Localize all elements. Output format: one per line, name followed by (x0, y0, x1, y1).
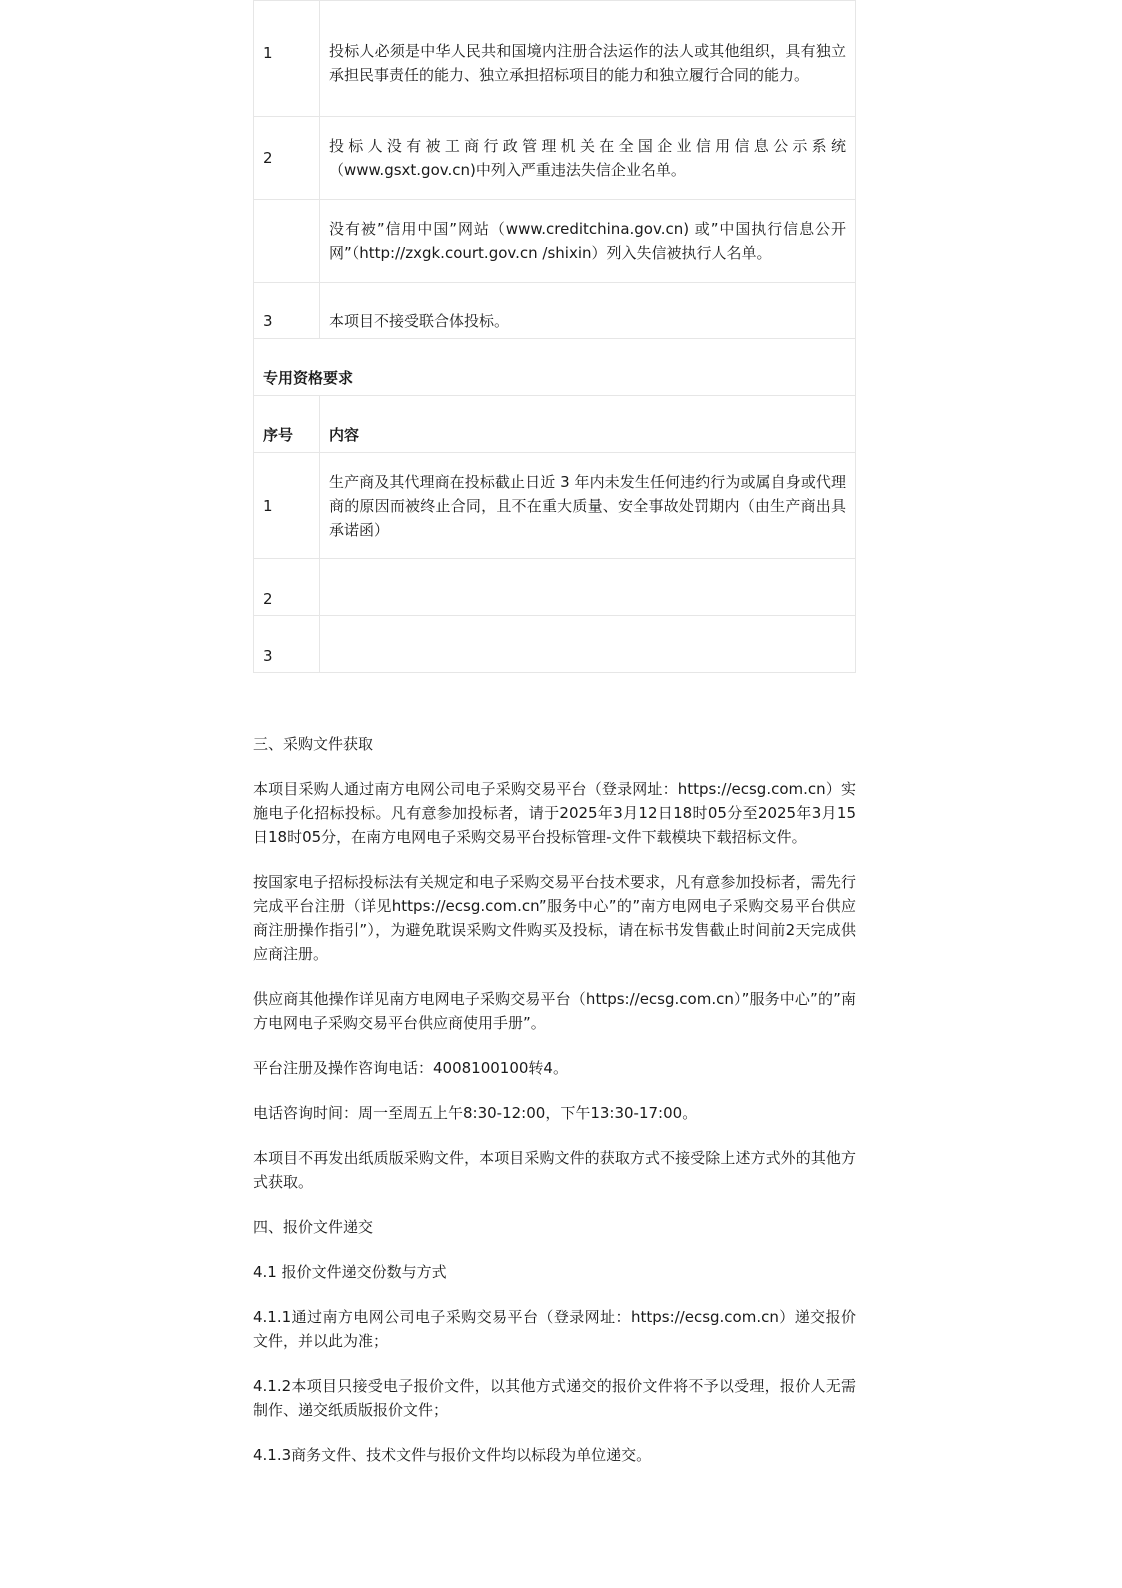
paragraph: 4.1.3商务文件、技术文件与报价文件均以标段为单位递交。 (253, 1446, 652, 1464)
special-section-title: 专用资格要求 (254, 339, 856, 396)
table-row (254, 200, 856, 283)
paragraph: 按国家电子招标投标法有关规定和电子采购交易平台技术要求，凡有意参加投标者，需先行完成平台注册（详见https://ecsg.com.cn”服务中心”的”南方电网电子采购交易平台供应商注册操作指引”），为避免耽误采购文件购买及投标，请在标书发售截止时间前2天完成供应商注册。 (253, 873, 856, 963)
paragraph: 平台注册及操作咨询电话：4008100100转4。 (253, 1059, 568, 1077)
row-number: 3 (254, 616, 320, 673)
row-number: 2 (254, 559, 320, 616)
paragraph: 4.1.2本项目只接受电子报价文件，以其他方式递交的报价文件将不予以受理，报价人无需制作、递交纸质版报价文件； (253, 1377, 856, 1419)
row-content: 投标人没有被工商行政管理机关在全国企业信用信息公示系统（www.gsxt.gov.cn)中列入严重违法失信企业名单。 (320, 117, 856, 200)
row-content: 生产商及其代理商在投标截止日近 3 年内未发生任何违约行为或属自身或代理商的原因而被终止合同，且不在重大质量、安全事故处罚期内（由生产商出具承诺函） (320, 453, 856, 559)
table-row (254, 559, 856, 616)
row-number: 1 (254, 453, 320, 559)
section-heading: 三、采购文件获取 (253, 735, 374, 753)
qualification-table (253, 0, 856, 673)
header-number: 序号 (254, 396, 320, 453)
header-content: 内容 (320, 396, 856, 453)
row-content (320, 616, 856, 673)
table-row (254, 616, 856, 673)
section-heading: 四、报价文件递交 (253, 1218, 374, 1236)
paragraph: 4.1.1通过南方电网公司电子采购交易平台（登录网址：https://ecsg.com.cn）递交报价文件，并以此为准； (253, 1308, 856, 1350)
row-number: 1 (254, 1, 320, 117)
row-content: 本项目不接受联合体投标。 (320, 283, 856, 339)
paragraph: 电话咨询时间：周一至周五上午8:30-12:00，下午13:30-17:00。 (253, 1104, 698, 1122)
paragraph: 供应商其他操作详见南方电网电子采购交易平台（https://ecsg.com.cn）”服务中心”的”南方电网电子采购交易平台供应商使用手册”。 (253, 990, 856, 1032)
table-row (254, 117, 856, 200)
paragraph: 本项目不再发出纸质版采购文件，本项目采购文件的获取方式不接受除上述方式外的其他方式获取。 (253, 1149, 856, 1191)
table-row (254, 1, 856, 117)
special-section-title-row (254, 339, 856, 396)
table-row (254, 453, 856, 559)
document-page (253, 0, 856, 1464)
row-number (254, 200, 320, 283)
row-content: 投标人必须是中华人民共和国境内注册合法运作的法人或其他组织，具有独立承担民事责任的能力、独立承担招标项目的能力和独立履行合同的能力。 (320, 1, 856, 117)
row-number: 2 (254, 117, 320, 200)
paragraph: 本项目采购人通过南方电网公司电子采购交易平台（登录网址：https://ecsg.com.cn）实施电子化招标投标。凡有意参加投标者，请于2025年3月12日18时05分至2025年3月15日18时05分，在南方电网电子采购交易平台投标管理-文件下载模块下载招标文件。 (253, 780, 856, 846)
row-content (320, 559, 856, 616)
document-body (253, 732, 856, 1488)
row-content: 没有被”信用中国”网站（www.creditchina.gov.cn) 或”中国执行信息公开网”（http://zxgk.court.gov.cn /shixin）列入失信被执行人名单。 (320, 200, 856, 283)
row-number: 3 (254, 283, 320, 339)
table-row (254, 283, 856, 339)
subsection-heading: 4.1 报价文件递交份数与方式 (253, 1263, 447, 1281)
special-header-row (254, 396, 856, 453)
